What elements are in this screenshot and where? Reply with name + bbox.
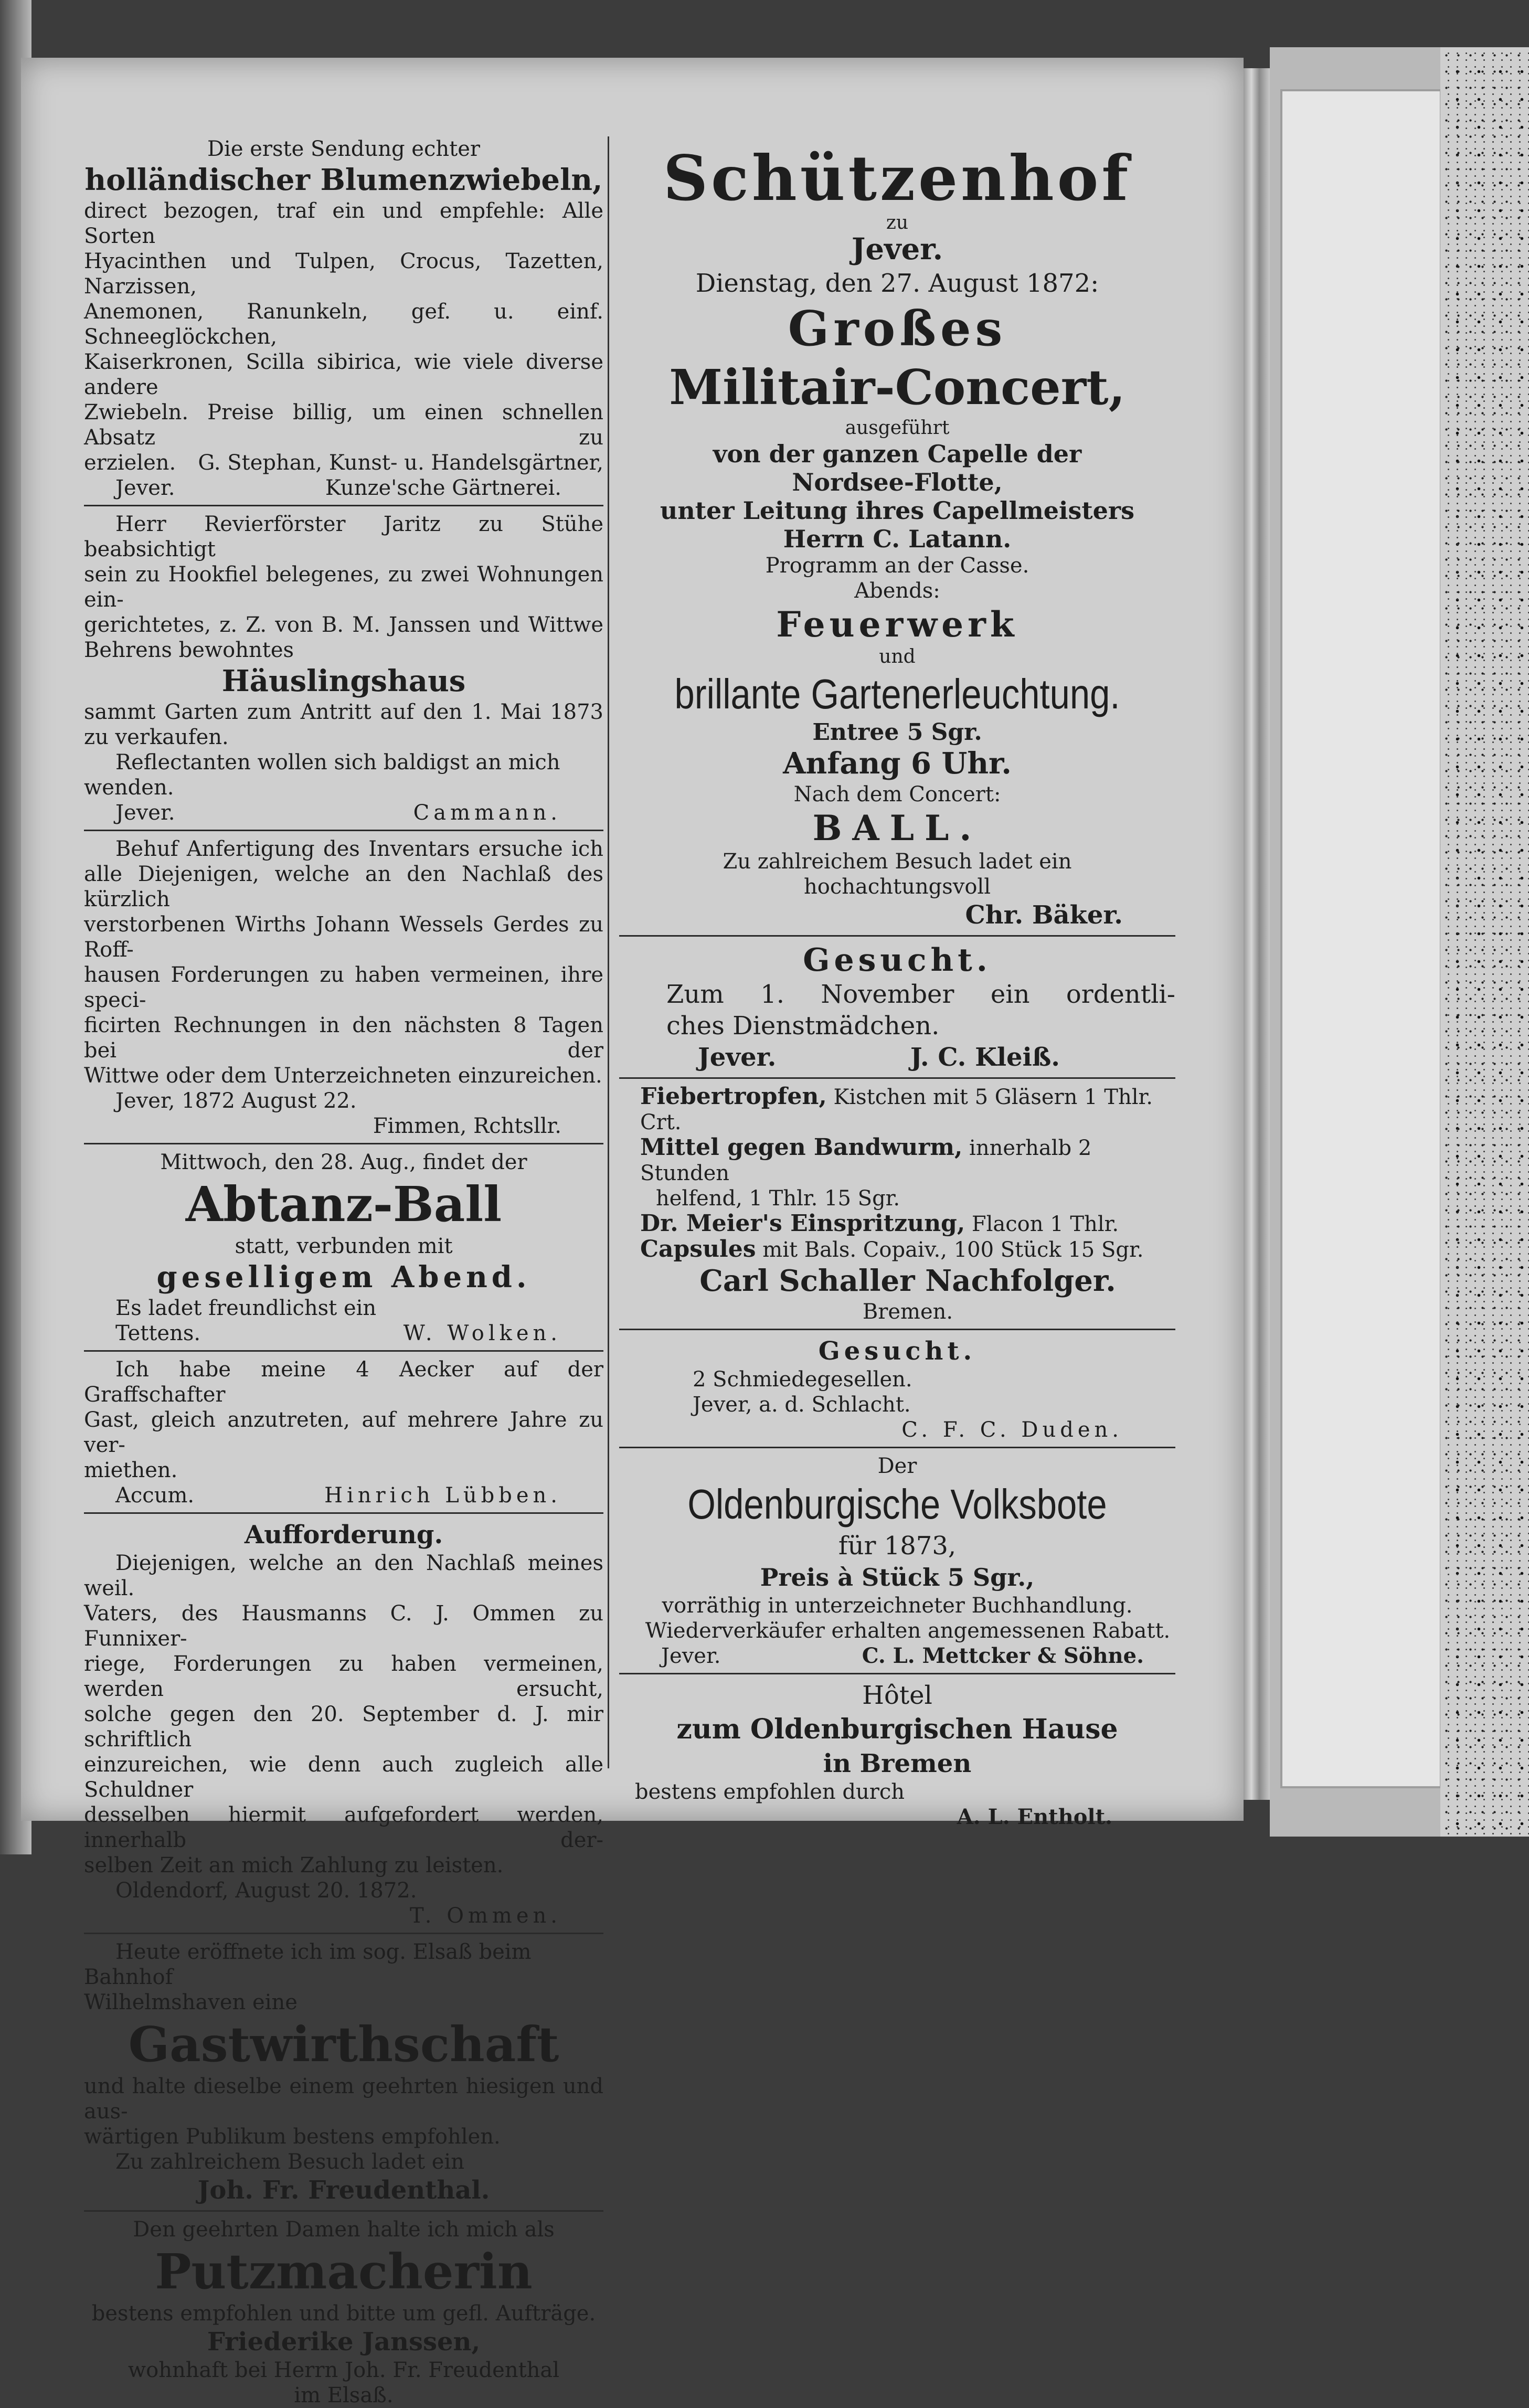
ad-row-text: helfend, 1 Thlr. 15 Sgr. [656,1186,900,1211]
ad-row-product: Dr. Meier's Einspritzung, [640,1210,965,1237]
ad-line: Es ladet freundlichst ein [115,1296,377,1320]
ad-signer: Hinrich Lübben. [324,1483,561,1508]
ad-heading: Gesucht. [818,1336,976,1366]
ad-place: Jever. [698,1043,777,1072]
ad-line: statt, verbunden mit [235,1234,453,1258]
ad-heading: Putzmacherin [155,2243,533,2300]
ad-signer: T. Ommen. [409,1904,561,1928]
ad-row-text: Flacon 1 Thlr. [971,1212,1119,1236]
ad-line: Nordsee-Flotte, [792,468,1003,496]
ad-signer: Joh. Fr. Freudenthal. [197,2176,490,2205]
ad-line: Preis à Stück 5 Sgr., [760,1563,1035,1592]
ad-row-text: innerhalb 2 Stunden [640,1136,1092,1185]
ad-signature-row [84,450,603,475]
ad-line: ausgeführt [845,417,950,439]
ad-heading-secondary: geselligem Abend. [156,1260,531,1295]
ad-body-line: Vaters, des Hausmanns C. J. Ommen zu Funnixer- [84,1601,603,1651]
ad-line: Herrn C. Latann. [783,525,1012,553]
ad-body-line: Ich habe meine 4 Aecker auf der Graffschafter [84,1357,603,1407]
ad-line: Zu zahlreichem Besuch ladet ein [723,850,1072,874]
ad-divider [84,830,603,831]
ad-divider [84,1933,603,1934]
ad-blumenzwiebeln [84,136,603,501]
ad-line: bestens empfohlen und bitte um gefl. Aufträge. [91,2301,596,2326]
ad-date: Oldendorf, August 20. 1872. [115,1879,417,1903]
ad-intro: Den geehrten Damen halte ich mich als [133,2218,555,2242]
ad-row [640,1084,1175,1135]
ad-place: Accum. [115,1483,195,1508]
ad-haeuslingshaus [84,512,603,825]
ad-date: Jever, 1872 August 22. [115,1089,357,1113]
ad-body-line: direct bezogen, traf ein und empfehle: Alle Sorten [84,199,603,248]
ad-line: hochachtungsvoll [803,875,991,899]
ad-line: Anfang 6 Uhr. [783,746,1012,781]
ad-body-line: verstorbenen Wirths Johann Wessels Gerdes zu Roff- [84,913,603,962]
ad-line: Abends: [854,579,940,603]
ad-body-line: Wilhelmshaven eine [84,1990,298,2014]
ad-row-product: Mittel gegen Bandwurm, [640,1134,963,1161]
ad-signer: Fimmen, Rchtsllr. [373,1114,561,1138]
ad-body-line: Anemonen, Ranunkeln, gef. u. einf. Schneeglöckchen, [84,300,603,349]
ad-heading: brillante Gartenerleuchtung. [674,671,1120,717]
binding-board-label-area [1280,89,1442,1788]
ad-heading: Carl Schaller Nachfolger. [699,1264,1116,1298]
ad-signer-firm: Kunze'sche Gärtnerei. [325,476,561,500]
ad-body-line: hausen Forderungen zu haben vermeinen, ihre speci- [84,963,603,1012]
ad-line: Bremen. [862,1300,953,1324]
ad-heading: holländischer Blumenzwiebeln, [84,163,603,197]
ad-body-line: sammt Garten zum Antritt auf den 1. Mai 1873 [84,700,603,724]
ad-line: 2 Schmiedegesellen. [693,1367,912,1392]
ad-line: und [879,646,916,667]
ad-heading: BALL. [812,808,982,848]
ad-body-line: Heute eröffnete ich im sog. Elsaß beim Bahnhof [84,1940,532,1989]
ad-line: Programm an der Casse. [765,554,1029,578]
ad-heading: Aufforderung. [244,1520,443,1550]
ad-divider [619,1447,1175,1448]
ad-divider [84,505,603,506]
ad-body-line: Kaiserkronen, Scilla sibirica, wie viele diverse andere [84,350,603,399]
column-divider [608,136,609,1768]
ad-title: Schützenhof [663,142,1132,215]
ad-heading: Großes [788,300,1007,357]
ad-line: zu [886,212,909,234]
ad-line: im Elsaß. [294,2383,394,2407]
ad-signature-row [619,1042,1175,1073]
ad-hotel [619,1680,1175,1830]
ad-aufforderung [84,1519,603,1928]
ad-row-product: Fiebertropfen, [640,1083,827,1110]
ad-body-line: desselben hiermit aufgefordert werden, innerhalb der- [84,1803,603,1852]
ad-divider [619,1329,1175,1330]
ad-signature-row [84,1321,603,1346]
ad-signer: C. L. Mettcker & Söhne. [862,1643,1144,1668]
ad-inventar [84,836,603,1139]
ad-line: Jever, a. d. Schlacht. [693,1393,911,1417]
ad-divider [84,2210,603,2212]
ad-body-line: sein zu Hookfiel belegenes, zu zwei Wohnungen ein- [84,563,603,612]
ad-row [640,1135,1175,1186]
ad-signature-row [619,1643,1175,1669]
ad-intro: Mittwoch, den 28. Aug., findet der [160,1150,527,1174]
ad-line: in Bremen [823,1749,972,1778]
ad-heading: Gastwirthschaft [128,2016,559,2073]
ad-divider [619,1673,1175,1674]
ad-signer: Cammann. [413,801,561,825]
ad-heading: Feuerwerk [776,604,1018,645]
ad-title: Oldenburgische Volksbote [687,1481,1107,1527]
ad-body-line: Herr Revierförster Jaritz zu Stühe beabsichtigt [84,512,603,561]
ad-body-line: Zum 1. November ein ordentli- [666,980,1175,1009]
ad-signer: Chr. Bäker. [965,900,1123,930]
ad-body-line: ches Dienstmädchen. [666,1011,940,1041]
ad-divider [619,935,1175,937]
ad-body-line: Diejenigen, welche an den Nachlaß meines weil. [84,1551,603,1600]
ad-body-line: wärtigen Publikum bestens empfohlen. [84,2125,501,2149]
ad-signer: W. Wolken. [403,1321,561,1345]
ad-note: Reflectanten wollen sich baldigst an mich wenden. [84,750,560,800]
ad-divider [84,1512,603,1514]
ad-heading: Gesucht. [803,942,992,979]
ad-line: unter Leitung ihres Capellmeisters [660,496,1135,525]
ad-body-end: erzielen. [84,451,176,475]
ad-line: von der ganzen Capelle der [713,440,1082,468]
ad-body-line: Hyacinthen und Tulpen, Crocus, Tazetten, Narzissen, [84,249,603,299]
ad-signer: G. Stephan, Kunst- u. Handelsgärtner, [198,451,603,475]
ad-line: Wiederverkäufer erhalten angemessenen Rabatt. [645,1619,1171,1643]
ad-aecker [84,1357,603,1508]
ad-line: Der [877,1454,917,1478]
ad-gastwirthschaft [84,1939,603,2206]
ad-line: Hôtel [862,1681,932,1710]
ad-body-line: einzureichen, wie denn auch zugleich alle Schuldner [84,1753,603,1802]
ad-place: Jever. [115,801,175,825]
ad-signer: Friederike Janssen, [207,2327,481,2357]
left-column [84,136,603,2408]
ad-body-line: und halte dieselbe einem geehrten hiesigen und aus- [84,2074,603,2124]
ad-putzmacherin [84,2217,603,2408]
ad-line: für 1873, [838,1531,957,1561]
ad-gesucht-schmiedegesellen [619,1335,1175,1442]
ad-line: vorräthig in unterzeichneter Buchhandlung. [662,1594,1133,1618]
ad-line: Entree 5 Sgr. [812,719,982,746]
ad-body-line: ficirten Rechnungen in den nächsten 8 Tagen bei der [84,1013,603,1063]
ad-gesucht-dienstmaedchen [619,942,1175,1073]
ad-body-line: Wittwe oder dem Unterzeichneten einzureichen. [84,1064,602,1088]
ad-row-text: mit Bals. Copaiv., 100 Stück 15 Sgr. [762,1238,1144,1262]
ad-signer: A. L. Entholt. [957,1805,1112,1829]
ad-schuetzenhof [619,142,1175,931]
ad-place: Tettens. [115,1321,201,1345]
ad-line: bestens empfohlen durch [635,1780,905,1804]
ad-divider [619,1077,1175,1079]
ad-place-row [84,475,603,501]
ad-body-line: selben Zeit an mich Zahlung zu leisten. [84,1853,504,1877]
ad-divider [84,1143,603,1144]
ad-body-line: Zwiebeln. Preise billig, um einen schnellen Absatz zu [84,400,603,450]
page-stack-edge [1244,68,1270,1800]
ad-heading: Abtanz-Ball [185,1176,502,1233]
ad-line: Nach dem Concert: [793,782,1001,807]
ad-date: Dienstag, den 27. August 1872: [695,269,1099,298]
ad-signature-row [84,1483,603,1508]
ad-heading: Häuslingshaus [221,664,466,698]
ad-line: wohnhaft bei Herrn Joh. Fr. Freudenthal [128,2358,560,2382]
ad-body-line: solche gegen den 20. September d. J. mir schriftlich [84,1702,603,1752]
ad-abtanz-ball [84,1150,603,1346]
ad-signature-row [84,800,603,825]
ad-row [640,1211,1175,1237]
ad-body-line: gerichtetes, z. Z. von B. M. Janssen und Wittwe [84,613,603,637]
ad-body-line: alle Diejenigen, welche an den Nachlaß des kürzlich [84,862,603,911]
ad-body-line: riege, Forderungen zu haben vermeinen, werden ersucht, [84,1652,603,1701]
ad-intro: Die erste Sendung echter [207,137,481,161]
binding-board-speckle [1440,47,1529,1837]
ad-row-text: Kistchen mit 5 Gläsern 1 Thlr. Crt. [640,1085,1153,1134]
ad-row-product: Capsules [640,1236,756,1263]
ad-body-line: Behuf Anfertigung des Inventars ersuche ich [115,837,603,861]
ad-place: Jever. [661,1644,721,1668]
ad-carl-schaller [619,1084,1175,1324]
ad-heading: zum Oldenburgischen Hause [676,1713,1118,1745]
ad-body-line: Behrens bewohntes [84,638,294,662]
ad-body-line: miethen. [84,1458,178,1482]
ad-signer: J. C. Kleiß. [910,1043,1060,1072]
ad-body-line: Gast, gleich anzutreten, auf mehrere Jahre zu ver- [84,1408,603,1457]
ad-place: Jever. [115,476,175,500]
ad-heading: Militair-Concert, [669,359,1125,416]
ad-volksbote [619,1454,1175,1669]
ad-signer: C. F. C. Duden. [901,1418,1123,1442]
right-column [619,142,1175,1830]
ad-body-line: zu verkaufen. [84,725,229,749]
ad-row [640,1237,1175,1263]
ad-line: Zu zahlreichem Besuch ladet ein [115,2150,464,2174]
ad-divider [84,1350,603,1352]
ad-place: Jever. [851,232,943,267]
